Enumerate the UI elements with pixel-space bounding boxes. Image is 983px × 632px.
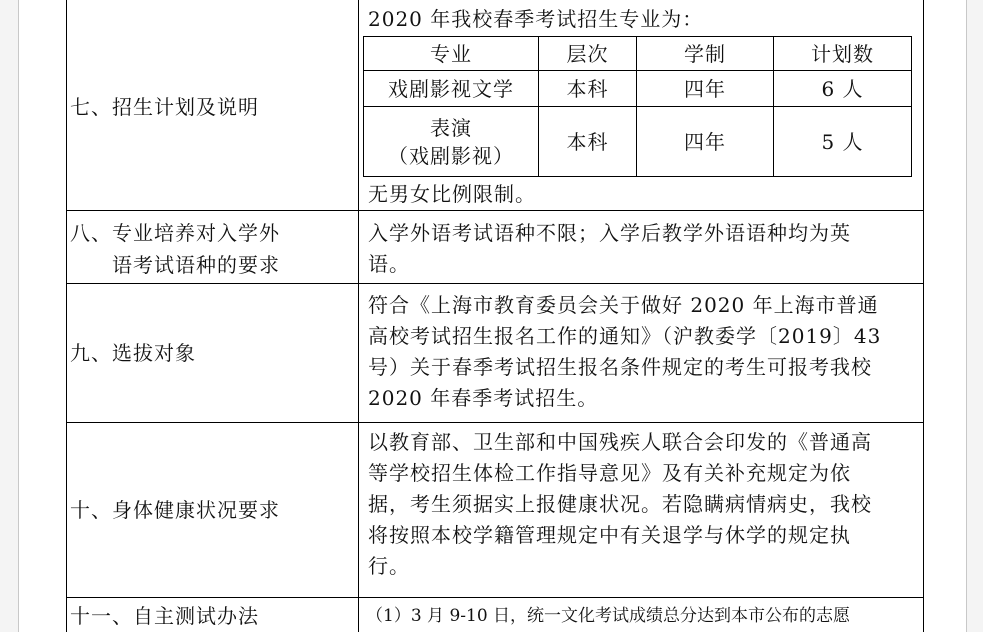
right-margin [966, 0, 983, 632]
admission-table [66, 0, 924, 632]
header-years: 学制 [637, 37, 774, 71]
row-divider [66, 422, 924, 423]
row8-label-line1: 八、专业培养对入学外 [70, 221, 280, 245]
row7-intro: 2020 年我校春季考试招生专业为： [368, 7, 704, 31]
cell-years: 四年 [637, 71, 774, 107]
row-divider [66, 283, 924, 284]
header-major: 专业 [364, 37, 539, 71]
row11-label: 十一、自主测试办法 [70, 604, 259, 628]
row10-label: 十、身体健康状况要求 [70, 498, 280, 522]
cell-major: 表演 （戏剧影视） [364, 107, 539, 177]
cell-level: 本科 [539, 71, 637, 107]
row9-text: 符合《上海市教育委员会关于做好 2020 年上海市普通 高校考试招生报名工作的通知》（沪教委学〔2019〕43 号）关于春季考试招生报名条件规定的考生可报考我校 2020 年春季考试招生。 [368, 293, 882, 410]
row11-text: （1）3 月 9-10 日，统一文化考试成绩总分达到本市公布的志愿 [366, 606, 851, 626]
header-plan: 计划数 [774, 37, 912, 71]
cell-years: 四年 [637, 107, 774, 177]
cell-plan: 5 人 [774, 107, 912, 177]
table-left-border [66, 0, 67, 632]
row-divider [66, 597, 924, 598]
row10-text: 以教育部、卫生部和中国残疾人联合会印发的《普通高 等学校招生体检工作指导意见》及有关补充规定为依 据，考生须据实上报健康状况。若隐瞒病情病史，我校 将按照本校学籍管理规定中有关退学与休学的规定执 行。 [368, 430, 872, 578]
cell-major: 戏剧影视文学 [364, 71, 539, 107]
table-column-divider [358, 0, 359, 632]
cell-plan: 6 人 [774, 71, 912, 107]
cell-level: 本科 [539, 107, 637, 177]
table-row [364, 71, 912, 107]
row8-text: 入学外语考试语种不限；入学后教学外语语种均为英 语。 [368, 221, 851, 276]
header-level: 层次 [539, 37, 637, 71]
majors-table [363, 36, 912, 177]
row7-note: 无男女比例限制。 [368, 182, 536, 206]
table-right-border [923, 0, 924, 632]
row9-label: 九、选拔对象 [70, 341, 196, 365]
majors-header-row [364, 37, 912, 71]
row8-label-line2: 语考试语种的要求 [112, 253, 280, 277]
row7-label: 七、招生计划及说明 [70, 95, 259, 119]
left-margin [0, 0, 19, 632]
row-divider [66, 210, 924, 211]
table-row [364, 107, 912, 177]
